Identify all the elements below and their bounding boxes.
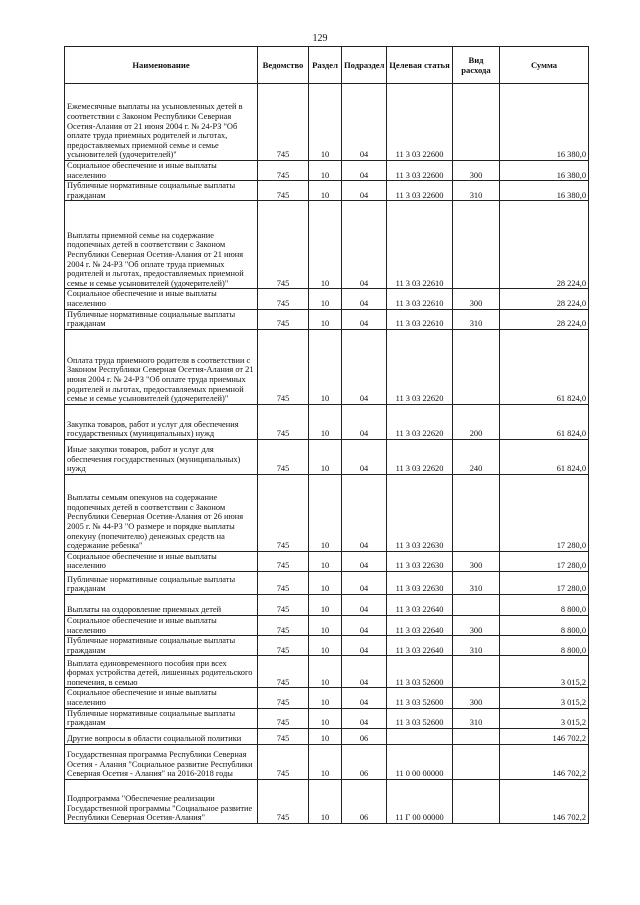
row-vedomstvo-cell: 745 bbox=[258, 779, 309, 823]
row-vedomstvo-cell: 745 bbox=[258, 201, 309, 289]
row-razdel-cell: 10 bbox=[309, 708, 342, 728]
table-row bbox=[65, 439, 589, 474]
row-podrazdel-cell: 04 bbox=[342, 708, 387, 728]
row-summa-cell: 146 702,2 bbox=[500, 779, 589, 823]
row-podrazdel-cell: 04 bbox=[342, 571, 387, 594]
row-name-cell: Другие вопросы в области социальной политики bbox=[65, 728, 258, 744]
row-name-cell: Государственная программа Республики Северная Осетия - Алания "Социальное развитие Республики Северная Осетия - Алания" на 2016-2018 годы bbox=[65, 744, 258, 779]
row-statya-cell: 11 3 03 22620 bbox=[387, 439, 453, 474]
row-summa-cell: 17 280,0 bbox=[500, 474, 589, 551]
row-vedomstvo-cell: 745 bbox=[258, 636, 309, 656]
row-vid-cell: 300 bbox=[453, 615, 500, 635]
row-summa-cell: 17 280,0 bbox=[500, 551, 589, 571]
table-row bbox=[65, 551, 589, 571]
column-header-summa: Сумма bbox=[500, 47, 589, 84]
row-statya-cell: 11 3 03 52600 bbox=[387, 688, 453, 708]
table-row bbox=[65, 688, 589, 708]
table-row bbox=[65, 779, 589, 823]
row-vid-cell: 300 bbox=[453, 289, 500, 309]
table-row bbox=[65, 594, 589, 615]
table-header-row bbox=[65, 47, 589, 84]
row-name-cell: Социальное обеспечение и иные выплаты населению bbox=[65, 688, 258, 708]
row-name-cell: Публичные нормативные социальные выплаты гражданам bbox=[65, 181, 258, 201]
row-razdel-cell: 10 bbox=[309, 404, 342, 439]
row-razdel-cell: 10 bbox=[309, 571, 342, 594]
row-statya-cell: 11 Г 00 00000 bbox=[387, 779, 453, 823]
row-summa-cell: 8 800,0 bbox=[500, 636, 589, 656]
row-razdel-cell: 10 bbox=[309, 289, 342, 309]
row-razdel-cell: 10 bbox=[309, 636, 342, 656]
row-vid-cell bbox=[453, 744, 500, 779]
row-name-cell: Социальное обеспечение и иные выплаты населению bbox=[65, 161, 258, 181]
row-summa-cell: 3 015,2 bbox=[500, 708, 589, 728]
row-vid-cell: 300 bbox=[453, 551, 500, 571]
column-header-razdel: Раздел bbox=[309, 47, 342, 84]
row-name-cell: Публичные нормативные социальные выплаты гражданам bbox=[65, 571, 258, 594]
table-row bbox=[65, 474, 589, 551]
row-summa-cell: 61 824,0 bbox=[500, 439, 589, 474]
row-razdel-cell: 10 bbox=[309, 309, 342, 329]
row-vedomstvo-cell: 745 bbox=[258, 329, 309, 404]
row-vedomstvo-cell: 745 bbox=[258, 161, 309, 181]
table-row bbox=[65, 309, 589, 329]
row-statya-cell: 11 3 03 22640 bbox=[387, 636, 453, 656]
table-row bbox=[65, 289, 589, 309]
row-vid-cell: 300 bbox=[453, 688, 500, 708]
row-vid-cell bbox=[453, 594, 500, 615]
row-vedomstvo-cell: 745 bbox=[258, 474, 309, 551]
row-razdel-cell: 10 bbox=[309, 181, 342, 201]
row-vid-cell bbox=[453, 474, 500, 551]
row-name-cell: Публичные нормативные социальные выплаты гражданам bbox=[65, 636, 258, 656]
row-name-cell: Социальное обеспечение и иные выплаты населению bbox=[65, 551, 258, 571]
row-vid-cell bbox=[453, 84, 500, 161]
row-summa-cell: 8 800,0 bbox=[500, 594, 589, 615]
row-razdel-cell: 10 bbox=[309, 594, 342, 615]
row-summa-cell: 28 224,0 bbox=[500, 289, 589, 309]
row-summa-cell: 3 015,2 bbox=[500, 688, 589, 708]
table-row bbox=[65, 329, 589, 404]
row-name-cell: Выплата единовременного пособия при всех формах устройства детей, лишенных родительского попечения, в семью bbox=[65, 656, 258, 688]
row-razdel-cell: 10 bbox=[309, 744, 342, 779]
row-vedomstvo-cell: 745 bbox=[258, 728, 309, 744]
row-podrazdel-cell: 04 bbox=[342, 84, 387, 161]
table-row bbox=[65, 656, 589, 688]
row-name-cell: Публичные нормативные социальные выплаты гражданам bbox=[65, 309, 258, 329]
row-podrazdel-cell: 04 bbox=[342, 474, 387, 551]
row-statya-cell: 11 3 03 22600 bbox=[387, 84, 453, 161]
row-summa-cell: 16 380,0 bbox=[500, 181, 589, 201]
row-statya-cell: 11 3 03 22620 bbox=[387, 329, 453, 404]
row-razdel-cell: 10 bbox=[309, 779, 342, 823]
row-statya-cell: 11 3 03 22610 bbox=[387, 289, 453, 309]
column-header-statya: Целевая статья bbox=[387, 47, 453, 84]
row-statya-cell: 11 0 00 00000 bbox=[387, 744, 453, 779]
row-statya-cell: 11 3 03 22610 bbox=[387, 201, 453, 289]
row-statya-cell: 11 3 03 52600 bbox=[387, 656, 453, 688]
row-statya-cell: 11 3 03 22630 bbox=[387, 551, 453, 571]
row-vedomstvo-cell: 745 bbox=[258, 656, 309, 688]
row-statya-cell bbox=[387, 728, 453, 744]
table-row bbox=[65, 181, 589, 201]
column-header-vedomstvo: Ведомство bbox=[258, 47, 309, 84]
row-podrazdel-cell: 04 bbox=[342, 161, 387, 181]
row-vedomstvo-cell: 745 bbox=[258, 615, 309, 635]
row-podrazdel-cell: 04 bbox=[342, 404, 387, 439]
row-podrazdel-cell: 04 bbox=[342, 656, 387, 688]
table-body bbox=[65, 84, 589, 824]
row-razdel-cell: 10 bbox=[309, 84, 342, 161]
row-statya-cell: 11 3 03 22600 bbox=[387, 181, 453, 201]
row-razdel-cell: 10 bbox=[309, 201, 342, 289]
row-razdel-cell: 10 bbox=[309, 688, 342, 708]
row-vedomstvo-cell: 745 bbox=[258, 84, 309, 161]
row-vedomstvo-cell: 745 bbox=[258, 439, 309, 474]
row-razdel-cell: 10 bbox=[309, 656, 342, 688]
row-summa-cell: 146 702,2 bbox=[500, 744, 589, 779]
row-vid-cell bbox=[453, 728, 500, 744]
row-podrazdel-cell: 04 bbox=[342, 289, 387, 309]
row-podrazdel-cell: 04 bbox=[342, 329, 387, 404]
row-name-cell: Социальное обеспечение и иные выплаты населению bbox=[65, 615, 258, 635]
row-statya-cell: 11 3 03 22620 bbox=[387, 404, 453, 439]
row-vedomstvo-cell: 745 bbox=[258, 289, 309, 309]
row-podrazdel-cell: 04 bbox=[342, 594, 387, 615]
row-podrazdel-cell: 04 bbox=[342, 636, 387, 656]
table-row bbox=[65, 571, 589, 594]
row-razdel-cell: 10 bbox=[309, 474, 342, 551]
row-statya-cell: 11 3 03 22600 bbox=[387, 161, 453, 181]
row-vedomstvo-cell: 745 bbox=[258, 551, 309, 571]
row-podrazdel-cell: 04 bbox=[342, 309, 387, 329]
table-row bbox=[65, 728, 589, 744]
row-statya-cell: 11 3 03 52600 bbox=[387, 708, 453, 728]
row-razdel-cell: 10 bbox=[309, 439, 342, 474]
row-name-cell: Выплаты на оздоровление приемных детей bbox=[65, 594, 258, 615]
row-podrazdel-cell: 06 bbox=[342, 744, 387, 779]
row-name-cell: Иные закупки товаров, работ и услуг для обеспечения государственных (муниципальных) нужд bbox=[65, 439, 258, 474]
column-header-name: Наименование bbox=[65, 47, 258, 84]
row-razdel-cell: 10 bbox=[309, 161, 342, 181]
row-podrazdel-cell: 06 bbox=[342, 728, 387, 744]
row-summa-cell: 16 380,0 bbox=[500, 161, 589, 181]
row-statya-cell: 11 3 03 22640 bbox=[387, 615, 453, 635]
row-razdel-cell: 10 bbox=[309, 551, 342, 571]
row-name-cell: Ежемесячные выплаты на усыновленных детей в соответствии с Законом Республики Северная Осетия-Алания от 21 июня 2004 г. № 24-РЗ "Об оплате труда приемных родителей и льготах, предоставляемых приемной семье и семье усыновителей (удочерителей)" bbox=[65, 84, 258, 161]
row-summa-cell: 61 824,0 bbox=[500, 329, 589, 404]
row-statya-cell: 11 3 03 22630 bbox=[387, 474, 453, 551]
row-razdel-cell: 10 bbox=[309, 329, 342, 404]
row-podrazdel-cell: 04 bbox=[342, 439, 387, 474]
row-vedomstvo-cell: 745 bbox=[258, 309, 309, 329]
row-vid-cell: 300 bbox=[453, 161, 500, 181]
table-row bbox=[65, 744, 589, 779]
row-vid-cell: 310 bbox=[453, 181, 500, 201]
table-row bbox=[65, 636, 589, 656]
row-summa-cell: 28 224,0 bbox=[500, 309, 589, 329]
column-header-podrazdel: Подраздел bbox=[342, 47, 387, 84]
row-vedomstvo-cell: 745 bbox=[258, 571, 309, 594]
row-name-cell: Оплата труда приемного родителя в соответствии с Законом Республики Северная Осетия-Алания от 21 июня 2004 г. № 24-РЗ "Об оплате труда приемных родителей и льготах, предоставляемых приемной семье и семье усыновителей (удочерителей)" bbox=[65, 329, 258, 404]
row-summa-cell: 28 224,0 bbox=[500, 201, 589, 289]
table-row bbox=[65, 615, 589, 635]
row-name-cell: Подпрограмма "Обеспечение реализации Государственной программы "Социальное развитие Республики Северная Осетия-Алания" bbox=[65, 779, 258, 823]
row-vid-cell bbox=[453, 201, 500, 289]
table-row bbox=[65, 708, 589, 728]
row-vid-cell: 200 bbox=[453, 404, 500, 439]
row-summa-cell: 16 380,0 bbox=[500, 84, 589, 161]
row-podrazdel-cell: 04 bbox=[342, 688, 387, 708]
row-statya-cell: 11 3 03 22610 bbox=[387, 309, 453, 329]
row-name-cell: Выплаты семьям опекунов на содержание подопечных детей в соответствии с Законом Республики Северная Осетия-Алания от 26 июня 2005 г. № 44-РЗ "О размере и порядке выплаты опекуну (попечителю) денежных средств на содержание ребенка" bbox=[65, 474, 258, 551]
row-vedomstvo-cell: 745 bbox=[258, 744, 309, 779]
row-name-cell: Публичные нормативные социальные выплаты гражданам bbox=[65, 708, 258, 728]
row-summa-cell: 3 015,2 bbox=[500, 656, 589, 688]
row-name-cell: Закупка товаров, работ и услуг для обеспечения государственных (муниципальных) нужд bbox=[65, 404, 258, 439]
row-vedomstvo-cell: 745 bbox=[258, 594, 309, 615]
page-number: 129 bbox=[312, 33, 328, 44]
column-header-vid: Вид расхода bbox=[453, 47, 500, 84]
row-summa-cell: 8 800,0 bbox=[500, 615, 589, 635]
row-podrazdel-cell: 04 bbox=[342, 201, 387, 289]
budget-table bbox=[64, 46, 589, 824]
table-row bbox=[65, 84, 589, 161]
row-statya-cell: 11 3 03 22630 bbox=[387, 571, 453, 594]
table-row bbox=[65, 161, 589, 181]
table-row bbox=[65, 404, 589, 439]
row-vedomstvo-cell: 745 bbox=[258, 708, 309, 728]
row-razdel-cell: 10 bbox=[309, 615, 342, 635]
row-razdel-cell: 10 bbox=[309, 728, 342, 744]
row-summa-cell: 146 702,2 bbox=[500, 728, 589, 744]
row-vedomstvo-cell: 745 bbox=[258, 404, 309, 439]
row-vid-cell: 310 bbox=[453, 636, 500, 656]
row-vid-cell: 240 bbox=[453, 439, 500, 474]
row-name-cell: Выплаты приемной семье на содержание подопечных детей в соответствии с Законом Республики Северная Осетия-Алания от 21 июня 2004 г. № 24-РЗ "Об оплате труда приемных родителей и льготах, предоставляемых приемной семье и семье усыновителей (удочерителей)" bbox=[65, 201, 258, 289]
row-podrazdel-cell: 04 bbox=[342, 615, 387, 635]
table-row bbox=[65, 201, 589, 289]
row-summa-cell: 17 280,0 bbox=[500, 571, 589, 594]
row-vedomstvo-cell: 745 bbox=[258, 688, 309, 708]
row-podrazdel-cell: 06 bbox=[342, 779, 387, 823]
row-statya-cell: 11 3 03 22640 bbox=[387, 594, 453, 615]
row-vid-cell: 310 bbox=[453, 309, 500, 329]
row-vid-cell bbox=[453, 656, 500, 688]
row-vid-cell bbox=[453, 779, 500, 823]
row-summa-cell: 61 824,0 bbox=[500, 404, 589, 439]
row-vedomstvo-cell: 745 bbox=[258, 181, 309, 201]
row-vid-cell: 310 bbox=[453, 708, 500, 728]
row-podrazdel-cell: 04 bbox=[342, 551, 387, 571]
row-name-cell: Социальное обеспечение и иные выплаты населению bbox=[65, 289, 258, 309]
row-vid-cell bbox=[453, 329, 500, 404]
row-podrazdel-cell: 04 bbox=[342, 181, 387, 201]
row-vid-cell: 310 bbox=[453, 571, 500, 594]
